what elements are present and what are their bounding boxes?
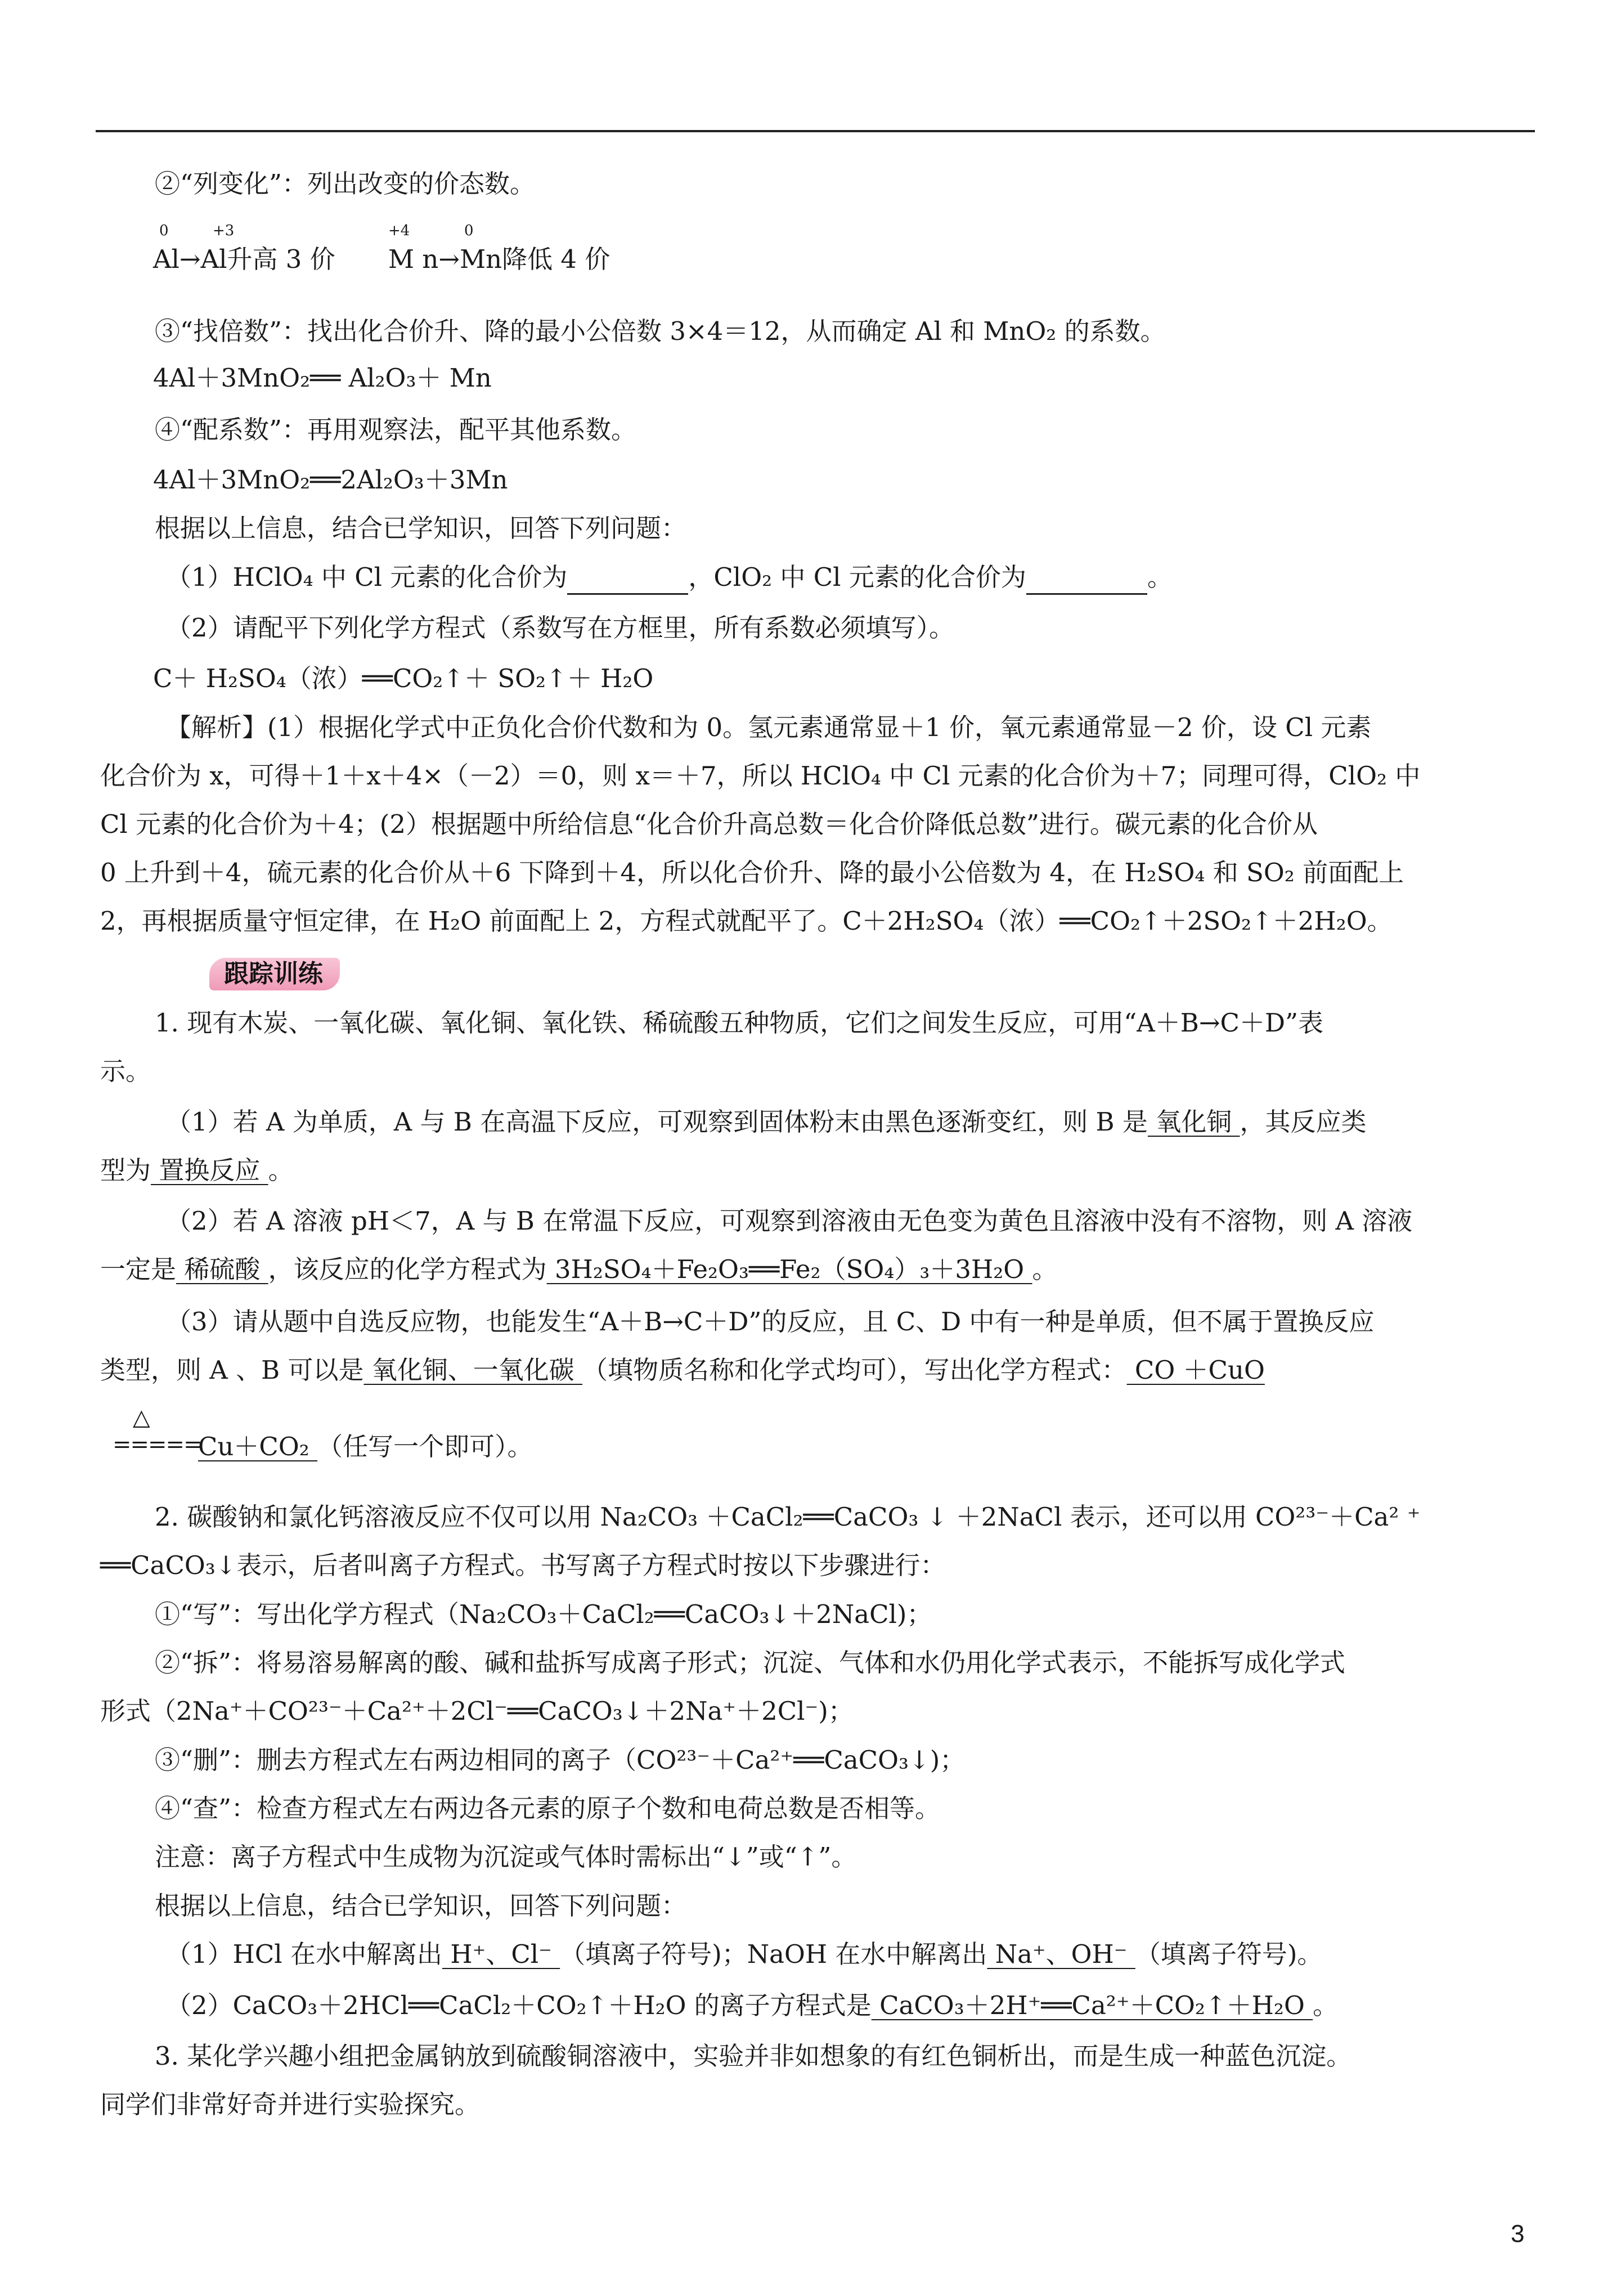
equation-partial: 4Al＋3MnO₂══ Al₂O₃＋ Mn (153, 363, 492, 393)
q2a-text-c: （填离子符号)。 (1135, 1939, 1323, 1969)
question-1-text-b: ，ClO₂ 中 Cl 元素的化合价为 (688, 562, 1026, 592)
q2b-text: （2）CaCO₃＋2HCl══CaCl₂＋CO₂↑＋H₂O 的离子方程式是 (166, 1990, 872, 2020)
q1c-answer-equation-a: CO ＋CuO (1126, 1355, 1265, 1385)
question-1-text-c: 。 (1147, 562, 1173, 592)
q2a-answer-hcl: H⁺、Cl⁻ (442, 1939, 560, 1969)
page-number: 3 (1511, 2220, 1525, 2248)
q2-line-7: ④“查”：检查方程式左右两边各元素的原子个数和电荷总数是否相等。 (155, 1793, 941, 1823)
step-list-changes: ②“列变化”：列出改变的价态数。 (155, 169, 536, 199)
q1c-text-b: （填物质名称和化学式均可），写出化学方程式： (582, 1355, 1127, 1385)
instruction-line: 根据以上信息，结合已学知识，回答下列问题： (155, 513, 687, 543)
q2a-answer-naoh: Na⁺、OH⁻ (987, 1939, 1135, 1969)
equation-equals-bar: ===== (113, 1432, 201, 1458)
q1a-text-2b: 。 (268, 1155, 294, 1185)
q3-line-2: 同学们非常好奇并进行实验探究。 (100, 2089, 481, 2119)
blank-hclo4[interactable] (567, 566, 688, 595)
q2a-text-b: （填离子符号)；NaOH 在水中解离出 (560, 1939, 987, 1969)
q1a-answer-type: 置换反应 (151, 1155, 268, 1185)
q2-line-2: ══CaCO₃↓表示，后者叫离子方程式。书写离子方程式时按以下步骤进行： (100, 1550, 946, 1580)
q1b-text: 一定是 (100, 1254, 177, 1284)
q1-line-2: 示。 (100, 1056, 151, 1086)
oxidation-label-al-0: 0 (159, 222, 169, 239)
oxidation-label-al-3: +3 (213, 222, 235, 239)
analysis-line-1: 【解析】(1）根据化学式中正负化合价代数和为 0。氢元素通常显＋1 价，氧元素通常显－2 价，设 Cl 元素 (166, 712, 1372, 742)
q2-line-6: ③“删”：删去方程式左右两边相同的离子（CO²³⁻＋Ca²⁺══CaCO₃↓)； (155, 1745, 966, 1775)
q2-line-5: 形式（2Na⁺＋CO²³⁻＋Ca²⁺＋2Cl⁻══CaCO₃↓＋2Na⁺＋2Cl⁻)； (100, 1696, 854, 1726)
q2a-line (166, 1937, 1322, 1972)
question-1-line (166, 560, 1173, 595)
q2-line-3: ①“写”：写出化学方程式（Na₂CO₃＋CaCl₂══CaCO₃↓＋2NaCl)； (155, 1599, 932, 1629)
equation-to-balance: C＋ H₂SO₄（浓）══CO₂↑＋ SO₂↑＋ H₂O (153, 663, 654, 693)
q2b-line (166, 1988, 1338, 2023)
q2b-answer: CaCO₃＋2H⁺══Ca²⁺＋CO₂↑＋H₂O (871, 1990, 1313, 2020)
q1b-line-2 (100, 1252, 1058, 1287)
q1b-text-b: ，该反应的化学方程式为 (268, 1254, 547, 1284)
oxidation-label-mn-0: 0 (464, 222, 474, 239)
q1a-text: （1）若 A 为单质，A 与 B 在高温下反应，可观察到固体粉末由黑色逐渐变红，则 B 是 (166, 1107, 1148, 1137)
q2a-text: （1）HCl 在水中解离出 (166, 1939, 443, 1969)
q1c-answer-equation-b: Cu＋CO₂ (198, 1432, 318, 1461)
section-badge-label: 跟踪训练 (224, 959, 323, 988)
q1-line-1: 1. 现有木炭、一氧化碳、氧化铜、氧化铁、稀硫酸五种物质，它们之间发生反应，可用“A＋B→C＋D”表 (155, 1008, 1324, 1038)
heating-delta: △ (133, 1405, 150, 1430)
q1c-answer-ab: 氧化铜、一氧化碳 (363, 1355, 583, 1385)
q1a-line-2 (100, 1153, 294, 1188)
analysis-line-5: 2，再根据质量守恒定律，在 H₂O 前面配上 2，方程式就配平了。C＋2H₂SO₄（浓）══CO₂↑＋2SO₂↑＋2H₂O。 (100, 906, 1393, 936)
analysis-line-3: Cl 元素的化合价为＋4；(2）根据题中所给信息“化合价升高总数＝化合价降低总数”进行。碳元素的化合价从 (100, 809, 1318, 839)
q1a-answer-b: 氧化铜 (1147, 1107, 1240, 1137)
q1c-line-3 (198, 1429, 533, 1464)
question-1-text-a: （1）HClO₄ 中 Cl 元素的化合价为 (166, 562, 568, 592)
q2-line-9: 根据以上信息，结合已学知识，回答下列问题： (155, 1891, 687, 1921)
q1c-line-2 (100, 1353, 1265, 1388)
step-find-multiple: ③“找倍数”：找出化合价升、降的最小公倍数 3×4＝12，从而确定 Al 和 MnO₂ 的系数。 (155, 316, 1166, 346)
q2b-text-c: 。 (1313, 1990, 1339, 2020)
q1b-answer-a: 稀硫酸 (176, 1254, 268, 1284)
mn-change-line: M n→Mn降低 4 价 (388, 244, 610, 274)
q1a-line-1 (166, 1105, 1367, 1140)
q2-line-8: 注意：离子方程式中生成物为沉淀或气体时需标出“↓”或“↑”。 (155, 1842, 857, 1872)
q1c-text: 类型，则 A 、B 可以是 (100, 1355, 364, 1385)
al-change-line: Al→Al升高 3 价 (153, 244, 335, 274)
q1b-answer-equation: 3H₂SO₄＋Fe₂O₃══Fe₂（SO₄）₃＋3H₂O (546, 1254, 1032, 1284)
q1c-line-1: （3）请从题中自选反应物，也能发生“A＋B→C＋D”的反应，且 C、D 中有一种是单质，但不属于置换反应 (166, 1307, 1375, 1337)
analysis-line-2: 化合价为 x，可得＋1＋x＋4×（－2）＝0，则 x＝＋7，所以 HClO₄ 中 Cl 元素的化合价为＋7；同理可得，ClO₂ 中 (100, 761, 1421, 791)
question-2-line: （2）请配平下列化学方程式（系数写在方框里，所有系数必须填写）。 (166, 613, 955, 643)
q1a-text-b: ，其反应类 (1240, 1107, 1367, 1137)
equation-balanced: 4Al＋3MnO₂══2Al₂O₃＋3Mn (153, 465, 508, 495)
q1a-text-2: 型为 (100, 1155, 151, 1185)
section-badge (209, 958, 340, 990)
header-rule (96, 130, 1535, 132)
q2-line-1: 2. 碳酸钠和氯化钙溶液反应不仅可以用 Na₂CO₃ ＋CaCl₂══CaCO₃ ↓ ＋2NaCl 表示，还可以用 CO²³⁻＋Ca² ⁺ (155, 1502, 1421, 1532)
blank-clo2[interactable] (1026, 566, 1147, 595)
q1c-text-c: （任写一个即可）。 (317, 1432, 533, 1461)
q2-line-4: ②“拆”：将易溶易解离的酸、碱和盐拆写成离子形式；沉淀、气体和水仍用化学式表示，不能拆写成化学式 (155, 1648, 1346, 1678)
q3-line-1: 3. 某化学兴趣小组把金属钠放到硫酸铜溶液中，实验并非如想象的有红色铜析出，而是生成一种蓝色沉淀。 (155, 2041, 1352, 2071)
q1b-text-c: 。 (1032, 1254, 1058, 1284)
q1b-line-1: （2）若 A 溶液 pH＜7，A 与 B 在常温下反应，可观察到溶液由无色变为黄色且溶液中没有不溶物，则 A 溶液 (166, 1206, 1413, 1236)
analysis-line-4: 0 上升到＋4，硫元素的化合价从＋6 下降到＋4，所以化合价升、降的最小公倍数为 4，在 H₂SO₄ 和 SO₂ 前面配上 (100, 858, 1404, 887)
oxidation-label-mn-4: +4 (388, 222, 410, 239)
step-balance: ④“配系数”：再用观察法，配平其他系数。 (155, 415, 637, 445)
